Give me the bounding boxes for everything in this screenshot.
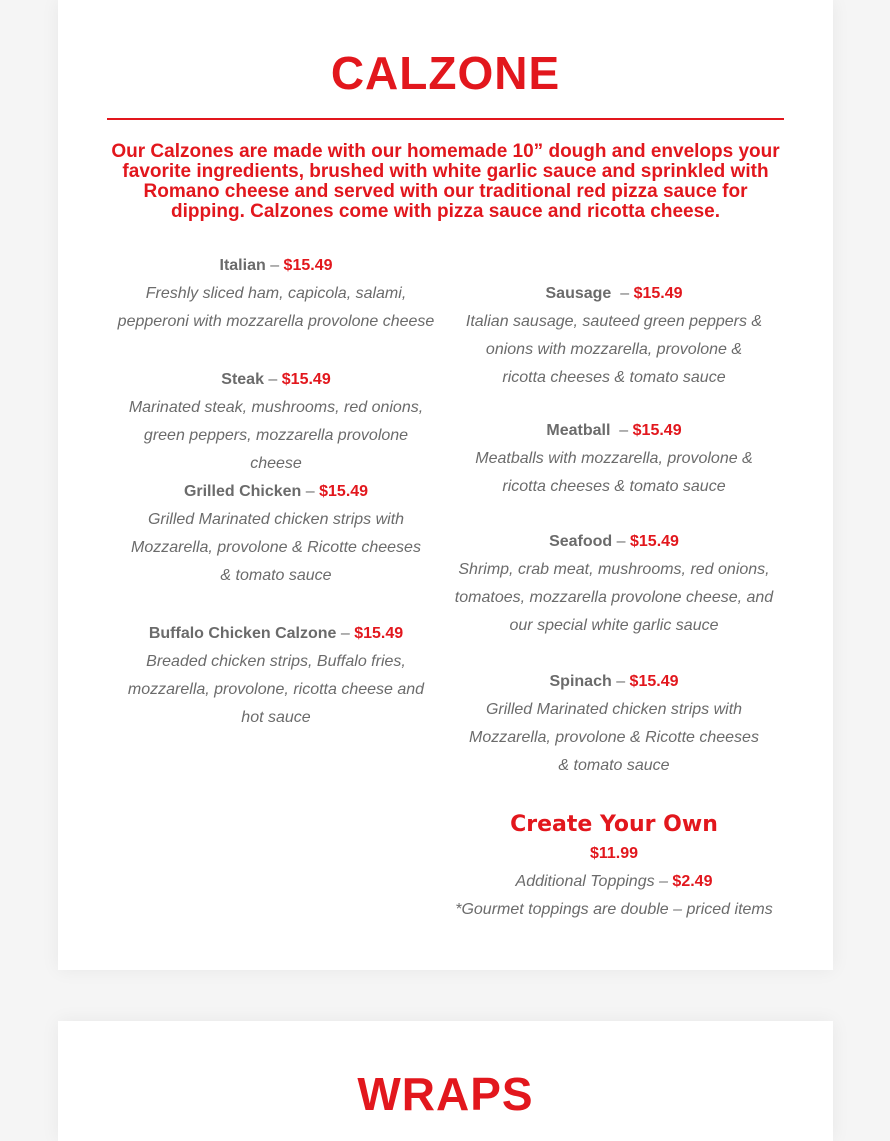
item-description: Italian sausage, sauteed green peppers & onions with mozzarella, provolone & ricotta cheeses & tomato sauce <box>465 313 763 386</box>
item-description: Breaded chicken strips, Buffalo fries, mozzarella, provolone, ricotta cheese and hot sauce <box>127 653 425 726</box>
calzone-section <box>58 0 833 970</box>
menu-item-steak: Steak – $15.49 Marinated steak, mushrooms, red onions, green peppers, mozzarella provolone cheese <box>116 366 436 478</box>
item-description: Shrimp, crab meat, mushrooms, red onions, tomatoes, mozzarella provolone cheese, and our special white garlic sauce <box>454 561 774 634</box>
create-your-own-base-price: $11.99 <box>589 845 639 862</box>
menu-item-spinach: Spinach – $15.49 Grilled Marinated chicken strips with Mozzarella, provolone & Ricotte cheeses & tomato sauce <box>454 668 774 780</box>
gourmet-toppings-note: *Gourmet toppings are double – priced items <box>455 901 773 918</box>
item-price: $15.49 <box>630 533 679 550</box>
menu-item-sausage: Sausage – $15.49 Italian sausage, sauteed green peppers & onions with mozzarella, provolone & ricotta cheeses & tomato sauce <box>454 280 774 392</box>
item-price: $15.49 <box>281 371 331 388</box>
create-your-own-block <box>454 810 774 924</box>
menu-item-meatball: Meatball – $15.49 Meatballs with mozzarella, provolone & ricotta cheeses & tomato sauce <box>454 417 774 501</box>
item-description: Marinated steak, mushrooms, red onions, green peppers, mozzarella provolone cheese <box>128 399 424 472</box>
calzone-intro: Our Calzones are made with our homemade 10” dough and envelops your favorite ingredients, brushed with white garlic sauce and sprinkled with Romano cheese and served with our traditional red pizza sauce for dipping. Calzones come with pizza sauce and ricotta cheese. <box>111 141 780 222</box>
item-price: $15.49 <box>283 257 333 274</box>
calzone-title: CALZONE <box>330 47 561 99</box>
menu-item-seafood: Seafood – $15.49 Shrimp, crab meat, mushrooms, red onions, tomatoes, mozzarella provolone cheese, and our special white garlic sauce <box>454 528 774 640</box>
item-price: $15.49 <box>632 422 682 439</box>
item-price: $15.49 <box>319 483 369 500</box>
item-name: Grilled Chicken <box>183 483 302 500</box>
item-description: Grilled Marinated chicken strips with Mozzarella, provolone & Ricotte cheeses & tomato sauce <box>131 511 421 584</box>
item-name: Buffalo Chicken Calzone <box>148 625 337 642</box>
wraps-section <box>58 1021 833 1141</box>
additional-toppings-label: Additional Toppings <box>515 873 655 890</box>
title-divider <box>107 118 784 120</box>
item-description: Meatballs with mozzarella, provolone & ricotta cheeses & tomato sauce <box>475 450 753 495</box>
item-description: Freshly sliced ham, capicola, salami, pepperoni with mozzarella provolone cheese <box>117 285 435 330</box>
item-name: Seafood <box>549 533 613 550</box>
item-name: Meatball <box>546 422 611 439</box>
wraps-title: WRAPS <box>357 1068 534 1120</box>
item-price: $15.49 <box>633 285 683 302</box>
item-name: Sausage <box>545 285 612 302</box>
additional-toppings-price: $2.49 <box>672 873 713 890</box>
create-your-own-title: Create Your Own <box>510 812 718 837</box>
item-description: Grilled Marinated chicken strips with Mozzarella, provolone & Ricotte cheeses & tomato sauce <box>469 701 759 774</box>
additional-toppings-line: Additional Toppings – $2.49 <box>515 873 713 890</box>
item-name: Italian <box>219 257 266 274</box>
menu-item-buffalo-chicken: Buffalo Chicken Calzone – $15.49 Breaded chicken strips, Buffalo fries, mozzarella, provolone, ricotta cheese and hot sauce <box>116 620 436 732</box>
item-price: $15.49 <box>629 673 679 690</box>
menu-item-italian: Italian – $15.49 Freshly sliced ham, capicola, salami, pepperoni with mozzarella provolone cheese <box>116 252 436 336</box>
menu-item-grilled-chicken: Grilled Chicken – $15.49 Grilled Marinated chicken strips with Mozzarella, provolone & Ricotte cheeses & tomato sauce <box>116 478 436 590</box>
item-name: Spinach <box>549 673 612 690</box>
item-price: $15.49 <box>354 625 404 642</box>
item-name: Steak <box>221 371 264 388</box>
